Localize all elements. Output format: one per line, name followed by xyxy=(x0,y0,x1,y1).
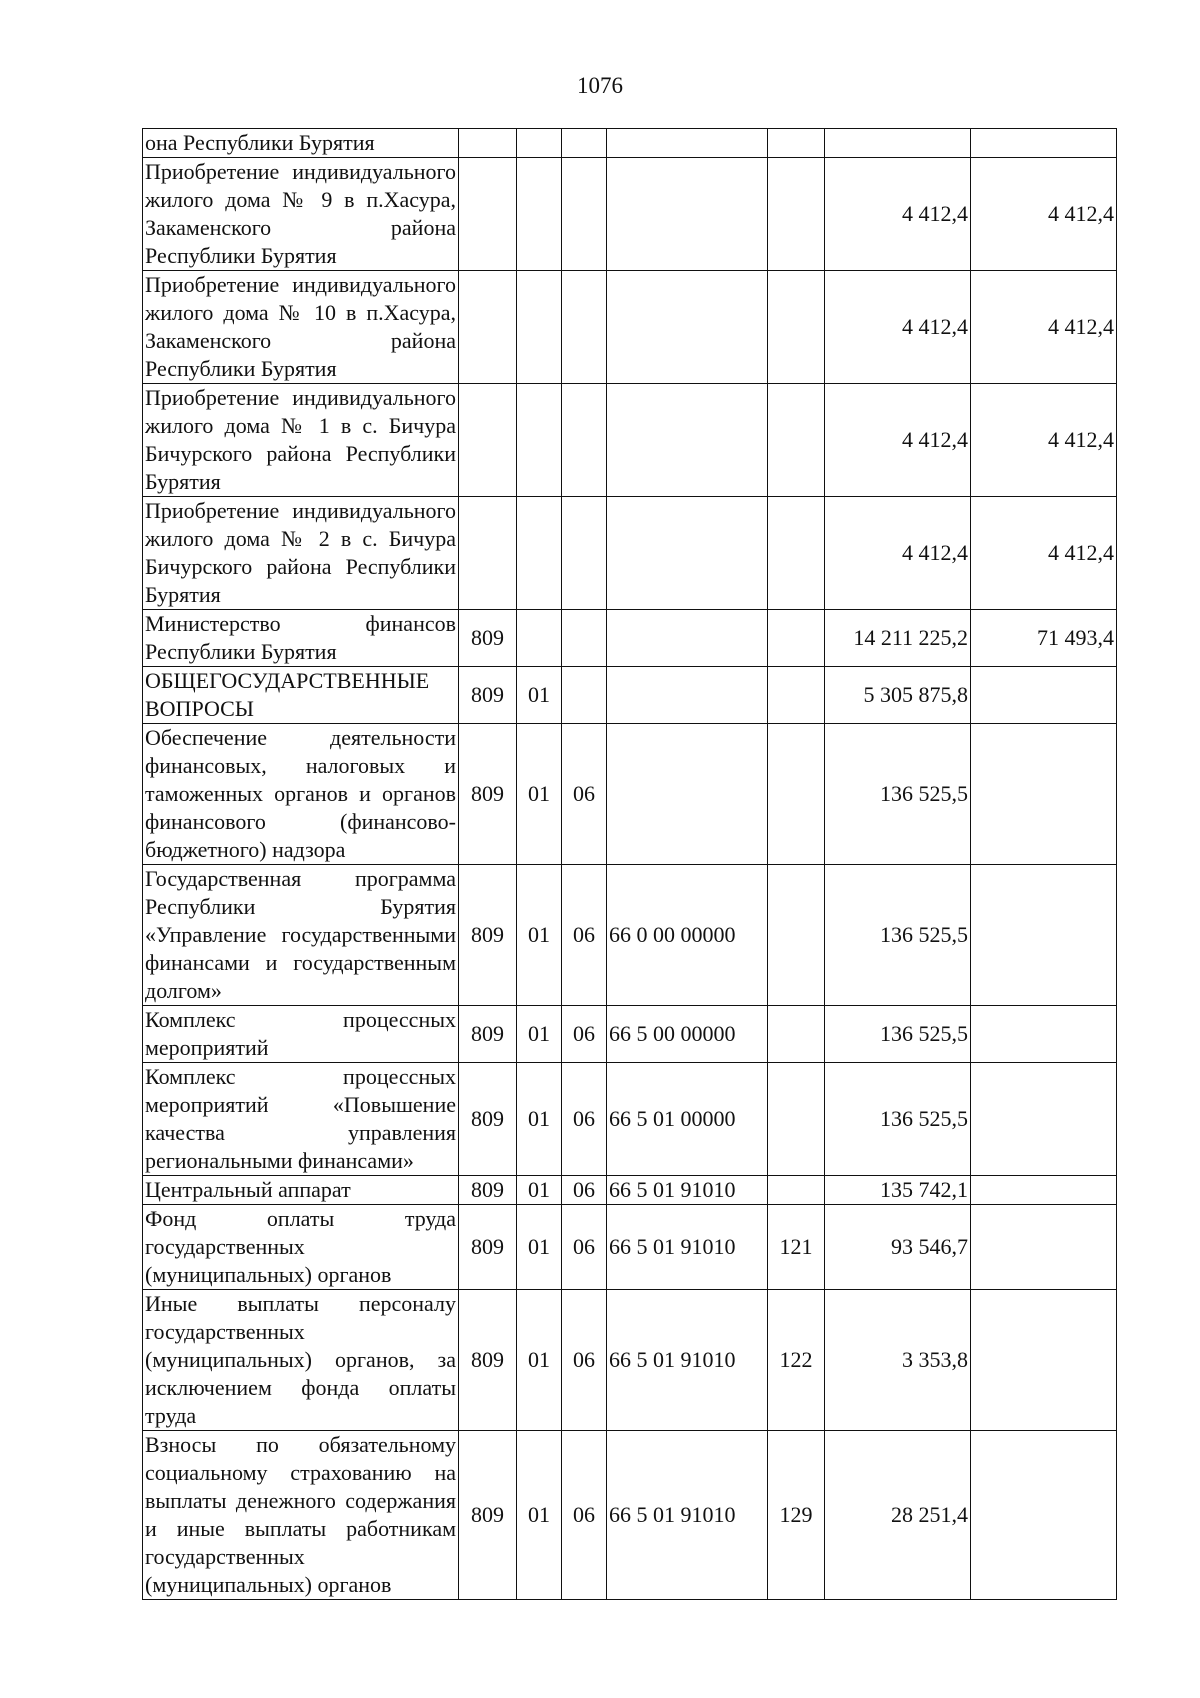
row-pr xyxy=(562,610,607,667)
row-ved: 809 xyxy=(459,1063,517,1176)
row-name: Взносы по обязательному социальному страхованию на выплаты денежного содержания и иные выплаты работникам государственных (муниципальных) органов xyxy=(143,1431,459,1600)
row-sum1 xyxy=(825,129,971,158)
row-csr xyxy=(607,384,768,497)
table-row xyxy=(143,667,1117,724)
table-row xyxy=(143,158,1117,271)
row-vr xyxy=(768,1176,825,1205)
row-name: Фонд оплаты труда государственных (муниципальных) органов xyxy=(143,1205,459,1290)
row-rz: 01 xyxy=(517,1006,562,1063)
row-pr xyxy=(562,129,607,158)
row-pr: 06 xyxy=(562,865,607,1006)
row-rz: 01 xyxy=(517,1431,562,1600)
table-row xyxy=(143,1006,1117,1063)
row-sum1: 136 525,5 xyxy=(825,724,971,865)
row-sum2 xyxy=(971,129,1117,158)
row-vr: 129 xyxy=(768,1431,825,1600)
row-sum2 xyxy=(971,724,1117,865)
row-csr xyxy=(607,667,768,724)
row-sum2: 4 412,4 xyxy=(971,271,1117,384)
row-pr: 06 xyxy=(562,1205,607,1290)
row-pr: 06 xyxy=(562,1006,607,1063)
budget-table xyxy=(142,128,1117,1600)
row-vr xyxy=(768,497,825,610)
row-ved: 809 xyxy=(459,667,517,724)
row-rz: 01 xyxy=(517,1205,562,1290)
table-row xyxy=(143,1176,1117,1205)
row-pr: 06 xyxy=(562,1290,607,1431)
row-rz xyxy=(517,610,562,667)
page-number: 1076 xyxy=(577,73,623,98)
row-ved xyxy=(459,271,517,384)
table-row xyxy=(143,724,1117,865)
row-rz: 01 xyxy=(517,1176,562,1205)
row-rz xyxy=(517,497,562,610)
row-sum1: 136 525,5 xyxy=(825,1063,971,1176)
row-name: Приобретение индивидуального жилого дома № 1 в с. Бичура Бичурского района Республики Бурятия xyxy=(143,384,459,497)
row-csr: 66 5 01 91010 xyxy=(607,1205,768,1290)
row-name: Комплекс процессных мероприятий «Повышение качества управления региональными финансами» xyxy=(143,1063,459,1176)
row-sum1: 4 412,4 xyxy=(825,158,971,271)
row-name: Приобретение индивидуального жилого дома № 2 в с. Бичура Бичурского района Республики Бурятия xyxy=(143,497,459,610)
row-sum2 xyxy=(971,1205,1117,1290)
row-ved: 809 xyxy=(459,1176,517,1205)
row-name: Комплекс процессных мероприятий xyxy=(143,1006,459,1063)
row-vr xyxy=(768,158,825,271)
row-ved: 809 xyxy=(459,865,517,1006)
table-row xyxy=(143,497,1117,610)
row-sum2 xyxy=(971,1176,1117,1205)
row-sum1: 3 353,8 xyxy=(825,1290,971,1431)
table-row xyxy=(143,384,1117,497)
row-vr xyxy=(768,384,825,497)
row-sum2 xyxy=(971,865,1117,1006)
row-rz: 01 xyxy=(517,1063,562,1176)
row-csr xyxy=(607,497,768,610)
row-sum1: 136 525,5 xyxy=(825,1006,971,1063)
row-rz xyxy=(517,158,562,271)
table-row xyxy=(143,610,1117,667)
row-rz: 01 xyxy=(517,667,562,724)
row-csr: 66 5 01 91010 xyxy=(607,1290,768,1431)
row-name: она Республики Бурятия xyxy=(143,129,459,158)
row-sum2: 4 412,4 xyxy=(971,384,1117,497)
row-rz xyxy=(517,129,562,158)
row-vr xyxy=(768,610,825,667)
row-ved xyxy=(459,384,517,497)
table-row xyxy=(143,271,1117,384)
row-sum2: 71 493,4 xyxy=(971,610,1117,667)
row-name: ОБЩЕГОСУДАРСТВЕННЫЕ ВОПРОСЫ xyxy=(143,667,459,724)
row-csr xyxy=(607,158,768,271)
row-vr xyxy=(768,865,825,1006)
row-rz: 01 xyxy=(517,865,562,1006)
row-ved xyxy=(459,497,517,610)
row-sum2: 4 412,4 xyxy=(971,497,1117,610)
row-name: Приобретение индивидуального жилого дома № 10 в п.Хасура, Закаменского района Республики Бурятия xyxy=(143,271,459,384)
row-name: Государственная программа Республики Бурятия «Управление государственными финансами и государственным долгом» xyxy=(143,865,459,1006)
table-row xyxy=(143,1205,1117,1290)
row-sum1: 93 546,7 xyxy=(825,1205,971,1290)
row-pr: 06 xyxy=(562,1431,607,1600)
row-csr: 66 5 01 91010 xyxy=(607,1176,768,1205)
row-csr xyxy=(607,610,768,667)
row-sum2 xyxy=(971,1063,1117,1176)
table-row xyxy=(143,1290,1117,1431)
row-csr xyxy=(607,724,768,865)
row-vr: 121 xyxy=(768,1205,825,1290)
row-sum1: 28 251,4 xyxy=(825,1431,971,1600)
table-row xyxy=(143,865,1117,1006)
row-csr: 66 5 00 00000 xyxy=(607,1006,768,1063)
row-csr: 66 5 01 91010 xyxy=(607,1431,768,1600)
row-name: Министерство финансов Республики Бурятия xyxy=(143,610,459,667)
row-sum2 xyxy=(971,1431,1117,1600)
row-rz: 01 xyxy=(517,724,562,865)
row-sum1: 5 305 875,8 xyxy=(825,667,971,724)
row-pr: 06 xyxy=(562,724,607,865)
row-ved: 809 xyxy=(459,1006,517,1063)
row-sum2: 4 412,4 xyxy=(971,158,1117,271)
row-ved xyxy=(459,158,517,271)
row-sum2 xyxy=(971,667,1117,724)
row-rz xyxy=(517,384,562,497)
row-csr xyxy=(607,271,768,384)
row-pr xyxy=(562,271,607,384)
row-csr: 66 5 01 00000 xyxy=(607,1063,768,1176)
row-csr: 66 0 00 00000 xyxy=(607,865,768,1006)
row-sum2 xyxy=(971,1290,1117,1431)
row-sum2 xyxy=(971,1006,1117,1063)
row-pr: 06 xyxy=(562,1176,607,1205)
row-vr: 122 xyxy=(768,1290,825,1431)
row-sum1: 4 412,4 xyxy=(825,497,971,610)
row-vr xyxy=(768,724,825,865)
row-csr xyxy=(607,129,768,158)
row-vr xyxy=(768,667,825,724)
row-vr xyxy=(768,1063,825,1176)
row-ved: 809 xyxy=(459,1290,517,1431)
row-vr xyxy=(768,1006,825,1063)
row-pr xyxy=(562,158,607,271)
table-row xyxy=(143,1063,1117,1176)
row-ved: 809 xyxy=(459,724,517,865)
row-pr xyxy=(562,667,607,724)
row-sum1: 136 525,5 xyxy=(825,865,971,1006)
row-rz: 01 xyxy=(517,1290,562,1431)
row-name: Обеспечение деятельности финансовых, налоговых и таможенных органов и органов финансового (финансово-бюджетного) надзора xyxy=(143,724,459,865)
row-name: Иные выплаты персоналу государственных (муниципальных) органов, за исключением фонда оплаты труда xyxy=(143,1290,459,1431)
row-ved: 809 xyxy=(459,1205,517,1290)
row-vr xyxy=(768,129,825,158)
row-ved: 809 xyxy=(459,610,517,667)
table-row xyxy=(143,1431,1117,1600)
row-pr: 06 xyxy=(562,1063,607,1176)
row-ved: 809 xyxy=(459,1431,517,1600)
row-name: Центральный аппарат xyxy=(143,1176,459,1205)
row-name: Приобретение индивидуального жилого дома № 9 в п.Хасура, Закаменского района Республики Бурятия xyxy=(143,158,459,271)
row-ved xyxy=(459,129,517,158)
row-rz xyxy=(517,271,562,384)
row-pr xyxy=(562,384,607,497)
row-sum1: 4 412,4 xyxy=(825,271,971,384)
budget-table-body xyxy=(143,129,1117,1600)
row-pr xyxy=(562,497,607,610)
row-sum1: 14 211 225,2 xyxy=(825,610,971,667)
row-sum1: 4 412,4 xyxy=(825,384,971,497)
row-sum1: 135 742,1 xyxy=(825,1176,971,1205)
row-vr xyxy=(768,271,825,384)
table-row xyxy=(143,129,1117,158)
